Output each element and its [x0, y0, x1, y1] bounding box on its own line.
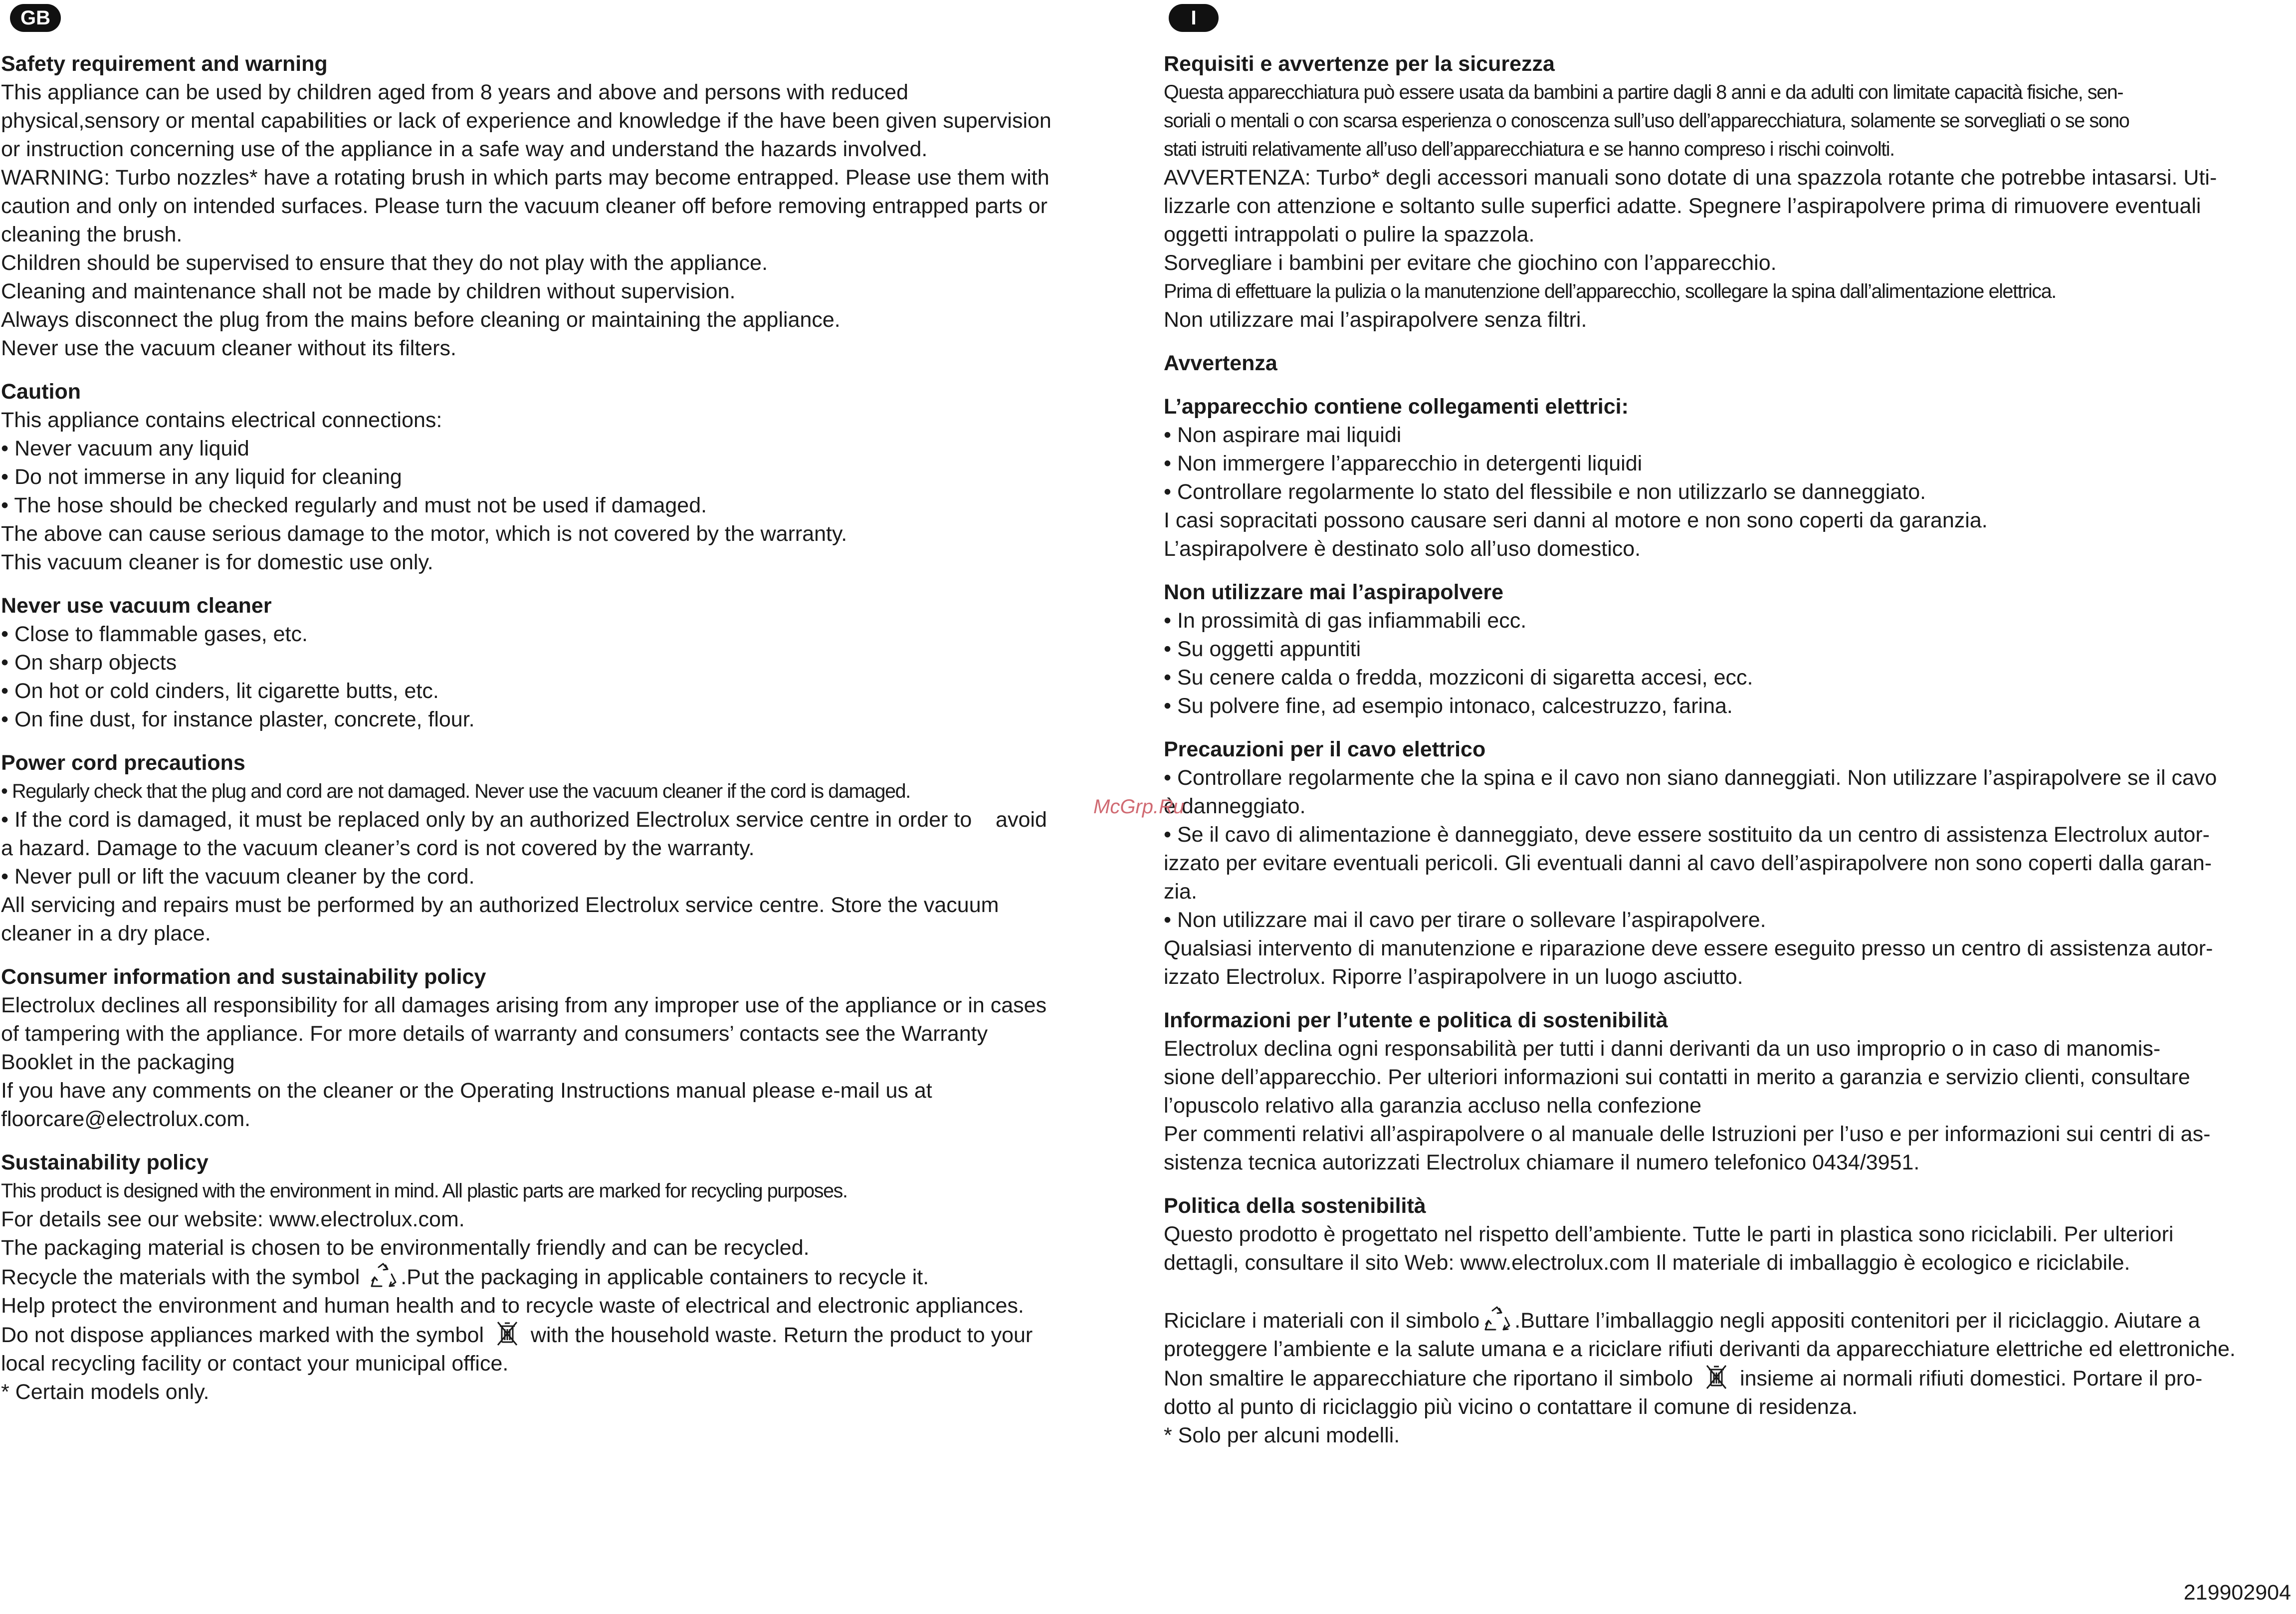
section-title: Never use vacuum cleaner: [1, 594, 272, 618]
text-line: or instruction concerning use of the appliance in a safe way and understand the hazards involved.: [1, 137, 928, 161]
text-line: physical,sensory or mental capabilities or lack of experience and knowledge if the have been given supervision: [1, 109, 1051, 133]
text-line: The above can cause serious damage to the motor, which is not covered by the warranty.: [1, 522, 847, 546]
section-title: Non utilizzare mai l’aspirapolvere: [1164, 580, 1504, 604]
recycle-icon: [1481, 1306, 1512, 1333]
list-item: • Controllare regolarmente che la spina e il cavo non siano danneggiati. Non utilizzare l’aspirapolvere se il cavo: [1164, 766, 2217, 790]
text-span: insieme ai normali rifiuti domestici. Portare il pro-: [1734, 1367, 2203, 1390]
text-span: Riciclare i materiali con il simbolo: [1164, 1309, 1480, 1333]
text-line: Children should be supervised to ensure that they do not play with the appliance.: [1, 251, 768, 275]
section-consumer-info: [1, 963, 1142, 1134]
text-span: with the household waste. Return the product to your: [524, 1323, 1033, 1347]
list-item: • On hot or cold cinders, lit cigarette butts, etc.: [1, 679, 439, 703]
text-line: l’opuscolo relativo alla garanzia accluso nella confezione: [1164, 1094, 1702, 1118]
section-title: Requisiti e avvertenze per la sicurezza: [1164, 52, 1555, 76]
list-item: • Close to flammable gases, etc.: [1, 622, 308, 646]
text-line: The packaging material is chosen to be environmentally friendly and can be recycled.: [1, 1236, 810, 1260]
section-title: Sustainability policy: [1, 1151, 209, 1174]
list-item: • Su polvere fine, ad esempio intonaco, calcestruzzo, farina.: [1164, 694, 1733, 718]
list-item: • Non utilizzare mai il cavo per tirare o sollevare l’aspirapolvere.: [1164, 908, 1766, 932]
website-text: For details see our website: www.electrolux.com.: [1, 1207, 465, 1231]
text-line: stati istruiti relativamente all’uso dell’apparecchiatura e se hanno compreso i rischi coinvolti.: [1164, 138, 1894, 160]
text-line: Questo prodotto è progettato nel rispetto dell’ambiente. Tutte le parti in plastica sono riciclabili. Per ulteriori: [1164, 1222, 2174, 1246]
section-title: Caution: [1, 380, 81, 404]
section-never-use: [1, 592, 1142, 734]
section-consumer-info: [1164, 1006, 2291, 1177]
text-line: Cleaning and maintenance shall not be made by children without supervision.: [1, 279, 736, 303]
section-title: Power cord precautions: [1, 751, 245, 775]
document-number: 219902904: [2183, 1581, 2291, 1605]
text-line: [1, 1262, 1142, 1292]
section-title: Politica della sostenibilità: [1164, 1194, 1426, 1218]
text-span: Recycle the materials with the symbol: [1, 1265, 360, 1289]
crossed-bin-icon: [1701, 1364, 1732, 1390]
section-sustainability: [1, 1149, 1142, 1406]
text-line: I casi sopracitati possono causare seri danni al motore e non sono coperti da garanzia.: [1164, 508, 1988, 532]
list-item: • Non immergere l’apparecchio in detergenti liquidi: [1164, 452, 1643, 475]
section-title: Consumer information and sustainability policy: [1, 965, 486, 989]
text-line: oggetti intrappolati o pulire la spazzola.: [1164, 223, 1535, 246]
footnote: * Solo per alcuni modelli.: [1164, 1423, 1400, 1447]
text-line: Per commenti relativi all’aspirapolvere o al manuale delle Istruzioni per l’uso e per informazioni sui centri di as-: [1164, 1122, 2211, 1146]
text-line: zia.: [1164, 880, 1197, 904]
text-line: soriali o mentali o con scarsa esperienza o conoscenza sull’uso dell’apparecchiatura, solamente se sorvegliati o se sono: [1164, 110, 2129, 132]
list-item: • Never pull or lift the vacuum cleaner by the cord.: [1, 865, 475, 889]
text-line: AVVERTENZA: Turbo* degli accessori manuali sono dotate di una spazzola rotante che potrebbe intasarsi. Uti-: [1164, 166, 2217, 190]
text-line: cleaner in a dry place.: [1, 922, 211, 945]
text-line: Prima di effettuare la pulizia o la manutenzione dell’apparecchio, scollegare la spina dall’alimentazione elettrica.: [1164, 280, 2056, 302]
text-line: lizzarle con attenzione e soltanto sulle superfici adatte. Spegnere l’aspirapolvere prima di rimuovere eventuali: [1164, 194, 2201, 218]
email-text: floorcare@electrolux.com.: [1, 1107, 251, 1131]
text-line: cleaning the brush.: [1, 223, 183, 246]
language-badge-it: I: [1169, 4, 1219, 32]
section-safety: [1164, 50, 2291, 334]
list-item: • In prossimità di gas infiammabili ecc.: [1164, 609, 1527, 633]
crossed-bin-icon: [492, 1320, 523, 1347]
text-span: Do not dispose appliances marked with the symbol: [1, 1323, 484, 1347]
text-line: izzato Electrolux. Riporre l’aspirapolvere in un luogo asciutto.: [1164, 965, 1743, 989]
text-line: è danneggiato.: [1164, 794, 1306, 818]
text-line: proteggere l’ambiente e la salute umana e a riciclare rifiuti derivanti da apparecchiature elettriche ed elettroniche.: [1164, 1337, 2236, 1361]
footnote: * Certain models only.: [1, 1380, 209, 1404]
section-power-cord: [1, 749, 1142, 948]
text-line: local recycling facility or contact your municipal office.: [1, 1352, 509, 1376]
section-title: Avvertenza: [1164, 351, 1277, 375]
list-item: • On fine dust, for instance plaster, concrete, flour.: [1, 707, 475, 731]
website-text: dettagli, consultare il sito Web: www.electrolux.com Il materiale di imballaggio è ecologico e riciclabile.: [1164, 1251, 2130, 1275]
text-line: If you have any comments on the cleaner or the Operating Instructions manual please e-mail us at: [1, 1079, 932, 1103]
text-line: Booklet in the packaging: [1, 1050, 235, 1074]
text-span: Non smaltire le apparecchiature che riportano il simbolo: [1164, 1367, 1693, 1390]
text-line: This appliance contains electrical connections:: [1, 408, 442, 432]
text-line: This vacuum cleaner is for domestic use only.: [1, 550, 433, 574]
section-title: Precauzioni per il cavo elettrico: [1164, 737, 1486, 761]
section-electrical: [1164, 393, 2291, 563]
text-line: All servicing and repairs must be performed by an authorized Electrolux service centre. Store the vacuum: [1, 893, 999, 917]
text-line: [1164, 1364, 2291, 1393]
text-span: .Buttare l’imballaggio negli appositi contenitori per il riciclaggio. Aiutare a: [1514, 1309, 2200, 1333]
recycle-icon: [368, 1262, 399, 1289]
section-title: L’apparecchio contiene collegamenti elettrici:: [1164, 395, 1629, 419]
blank-line: [1164, 1277, 2291, 1306]
text-line: Non utilizzare mai l’aspirapolvere senza filtri.: [1164, 308, 1587, 332]
section-avvertenza: [1164, 349, 2291, 378]
list-item: • On sharp objects: [1, 651, 177, 675]
section-title: Safety requirement and warning: [1, 52, 328, 76]
watermark: McGrp.Ru: [1093, 796, 1185, 818]
text-line: [1, 1320, 1142, 1350]
text-line: WARNING: Turbo nozzles* have a rotating brush in which parts may become entrapped. Please use them with: [1, 166, 1049, 190]
list-item: • Non aspirare mai liquidi: [1164, 423, 1402, 447]
text-line: Always disconnect the plug from the mains before cleaning or maintaining the appliance.: [1, 308, 840, 332]
list-item: • Su cenere calda o fredda, mozziconi di sigaretta accesi, ecc.: [1164, 666, 1753, 690]
list-item: • The hose should be checked regularly and must not be used if damaged.: [1, 493, 707, 517]
text-line: This product is designed with the environment in mind. All plastic parts are marked for recycling purposes.: [1, 1180, 847, 1202]
list-item: • Regularly check that the plug and cord are not damaged. Never use the vacuum cleaner if the cord is damaged.: [1, 780, 910, 802]
section-safety: [1, 50, 1142, 363]
text-line: Questa apparecchiatura può essere usata da bambini a partire dagli 8 anni e da adulti con limitate capacità fisiche, sen-: [1164, 81, 2123, 103]
text-line: Help protect the environment and human health and to recycle waste of electrical and electronic appliances.: [1, 1294, 1024, 1318]
list-item: • Controllare regolarmente lo stato del flessibile e non utilizzarlo se danneggiato.: [1164, 480, 1926, 504]
text-line: caution and only on intended surfaces. Please turn the vacuum cleaner off before removing entrapped parts or: [1, 194, 1047, 218]
list-item: • If the cord is damaged, it must be replaced only by an authorized Electrolux service centre in order to avoid: [1, 808, 1047, 832]
text-line: Electrolux declina ogni responsabilità per tutti i danni derivanti da un uso improprio o in caso di manomis-: [1164, 1037, 2161, 1061]
language-badge-gb: GB: [10, 4, 61, 32]
list-item: • Su oggetti appuntiti: [1164, 637, 1361, 661]
text-line: Electrolux declines all responsibility for all damages arising from any improper use of the appliance or in cases: [1, 993, 1047, 1017]
phone-text: sistenza tecnica autorizzati Electrolux chiamare il numero telefonico 0434/3951.: [1164, 1151, 1920, 1174]
section-never-use: [1164, 578, 2291, 720]
list-item: • Never vacuum any liquid: [1, 437, 249, 461]
text-line: izzato per evitare eventuali pericoli. Gli eventuali danni al cavo dell’aspirapolvere non sono coperti dalla garan-: [1164, 851, 2212, 875]
text-line: dotto al punto di riciclaggio più vicino o contattare il comune di residenza.: [1164, 1395, 1858, 1419]
text-line: sione dell’apparecchio. Per ulteriori informazioni sui contatti in merito a garanzia e servizio clienti, consultare: [1164, 1065, 2190, 1089]
text-line: Qualsiasi intervento di manutenzione e riparazione deve essere eseguito presso un centro di assistenza autor-: [1164, 936, 2213, 960]
text-line: Never use the vacuum cleaner without its filters.: [1, 336, 456, 360]
text-line: This appliance can be used by children aged from 8 years and above and persons with reduced: [1, 80, 909, 104]
text-line: [1164, 1306, 2291, 1335]
text-line: of tampering with the appliance. For more details of warranty and consumers’ contacts see the Warranty: [1, 1022, 988, 1046]
section-sustainability: [1164, 1192, 2291, 1450]
list-item: • Do not immerse in any liquid for cleaning: [1, 465, 402, 489]
text-span: .Put the packaging in applicable containers to recycle it.: [401, 1265, 929, 1289]
text-line: Sorvegliare i bambini per evitare che giochino con l’apparecchio.: [1164, 251, 1777, 275]
section-caution: [1, 378, 1142, 577]
section-title: Informazioni per l’utente e politica di sostenibilità: [1164, 1008, 1668, 1032]
section-power-cord: [1164, 735, 2291, 991]
text-line: L’aspirapolvere è destinato solo all’uso domestico.: [1164, 537, 1641, 561]
text-line: a hazard. Damage to the vacuum cleaner’s cord is not covered by the warranty.: [1, 836, 755, 860]
list-item: • Se il cavo di alimentazione è danneggiato, deve essere sostituito da un centro di assistenza Electrolux autor-: [1164, 823, 2210, 847]
